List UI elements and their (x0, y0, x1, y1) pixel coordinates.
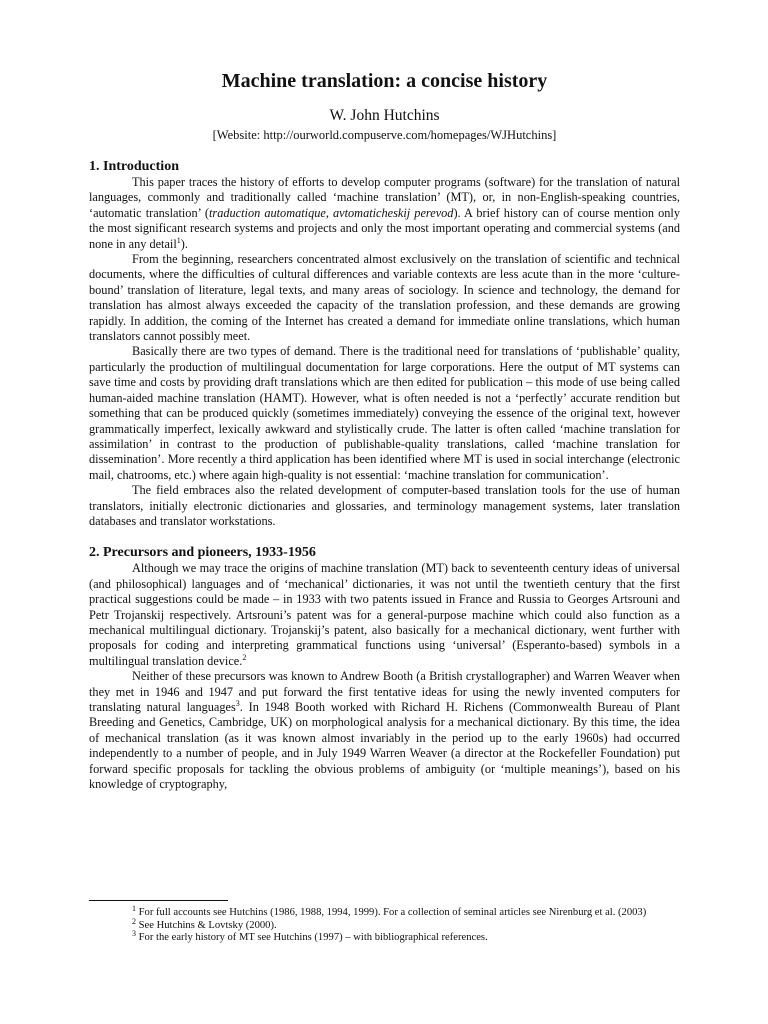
footnotes (89, 900, 680, 945)
paragraph: This paper traces the history of efforts to develop computer programs (software) for the translation of natural languages, commonly and traditionally called ‘machine translation’ (MT), or, in non-English-speaking countries, ‘automatic translation’ (traduction automatique, avtomaticheskij perevod). A brief history can of course mention only the most significant research systems and projects and only the most important operating and commercial systems (and none in any detail$^1$). (89, 175, 680, 251)
paragraph: Although we may trace the origins of machine translation (MT) back to seventeenth century ideas of universal (and philosophical) languages and of ‘mechanical’ dictionaries, it was not until the twentieth century that the first practical suggestions could be made – in 1933 with two patents issued in France and Russia to Georges Artsrouni and Petr Trojanskij respectively. Artsrouni’s patent was for a general-purpose machine which could also function as a mechanical multilingual dictionary. Trojanskij’s patent, also basically for a mechanical dictionary, went further with proposals for coding and interpreting grammatical functions using ‘universal’ (Esperanto-based) symbols in a multilingual translation device.$^2$ (89, 561, 680, 668)
author-website: [Website: http://ourworld.compuserve.com/homepages/WJHutchins] (212, 128, 557, 142)
footnote-ref: 1 (176, 235, 181, 245)
paragraph: Basically there are two types of demand. There is the traditional need for translations of ‘publishable’ quality, particularly the production of multilingual documentation for large corporations. Here the output of MT systems can save time and costs by providing draft translations which are then edited for publication – this mode of use being called human-aided machine translation (HAMT). However, what is often needed is not a ‘perfectly’ accurate rendition but something that can be produced quickly (sometimes immediately) conveying the essence of the original text, however grammatically imperfect, lexically awkward and stylistically crude. The latter is often called ‘machine translation for assimilation’ in contrast to the production of publishable-quality translations, called ‘machine translation for dissemination’. More recently a third application has been identified where MT is used in social interchange (electronic mail, chatrooms, etc.) where again high-quality is not essential: ‘machine translation for communication’. (89, 344, 680, 482)
section-heading-introduction: 1. Introduction (89, 159, 179, 174)
section-heading-precursors: 2. Precursors and pioneers, 1933-1956 (89, 545, 316, 561)
footnote-ref: 2 (242, 652, 247, 662)
footnote-ref: 3 (235, 699, 240, 708)
paragraph: The field embraces also the related development of computer-based translation tools for the use of human translators, initially electronic dictionaries and glossaries, and terminology management systems, later translation databases and translator workstations. (89, 483, 680, 528)
footnote-divider (89, 900, 228, 901)
document-title: Machine translation: a concise history (221, 70, 548, 92)
author-name: W. John Hutchins (329, 107, 440, 124)
footnote: $^3$ For the early history of MT see Hutchins (1997) – with bibliographical references. (132, 929, 488, 944)
footnote: $^2$ See Hutchins & Lovtsky (2000). (132, 916, 277, 931)
footnote: $^1$ For full accounts see Hutchins (1986, 1988, 1994, 1999). For a collection of seminal articles see Nirenburg et al. (2003) (132, 904, 647, 918)
paragraph: Neither of these precursors was known to Andrew Booth (a British crystallographer) and Warren Weaver when they met in 1946 and 1947 and put forward the first tentative ideas for using the newly invented computers for translating natural languages$^3$. In 1948 Booth worked with Richard H. Richens (Commonwealth Bureau of Plant Breeding and Genetics, Cambridge, UK) on morphological analysis for a mechanical dictionary. By this time, the idea of mechanical translation (as it was known almost invariably in the period up to the early 1960s) had occurred independently to a number of people, and in July 1949 Warren Weaver (a director at the Rockefeller Foundation) put forward specific proposals for tackling the obvious problems of ambiguity (or ‘multiple meanings’), based on his knowledge of cryptography, (89, 669, 680, 792)
document-body (89, 60, 680, 792)
paragraph: From the beginning, researchers concentrated almost exclusively on the translation of scientific and technical documents, where the difficulties of cultural differences and variable contexts are less acute than in the more ‘culture-bound’ translation of literature, legal texts, and many areas of sociology. In science and technology, the demand for translation has almost always exceeded the capacity of the translation profession, and these demands are growing rapidly. In addition, the coming of the Internet has created a demand for immediate online translations, which human translators cannot possibly meet. (89, 252, 680, 344)
